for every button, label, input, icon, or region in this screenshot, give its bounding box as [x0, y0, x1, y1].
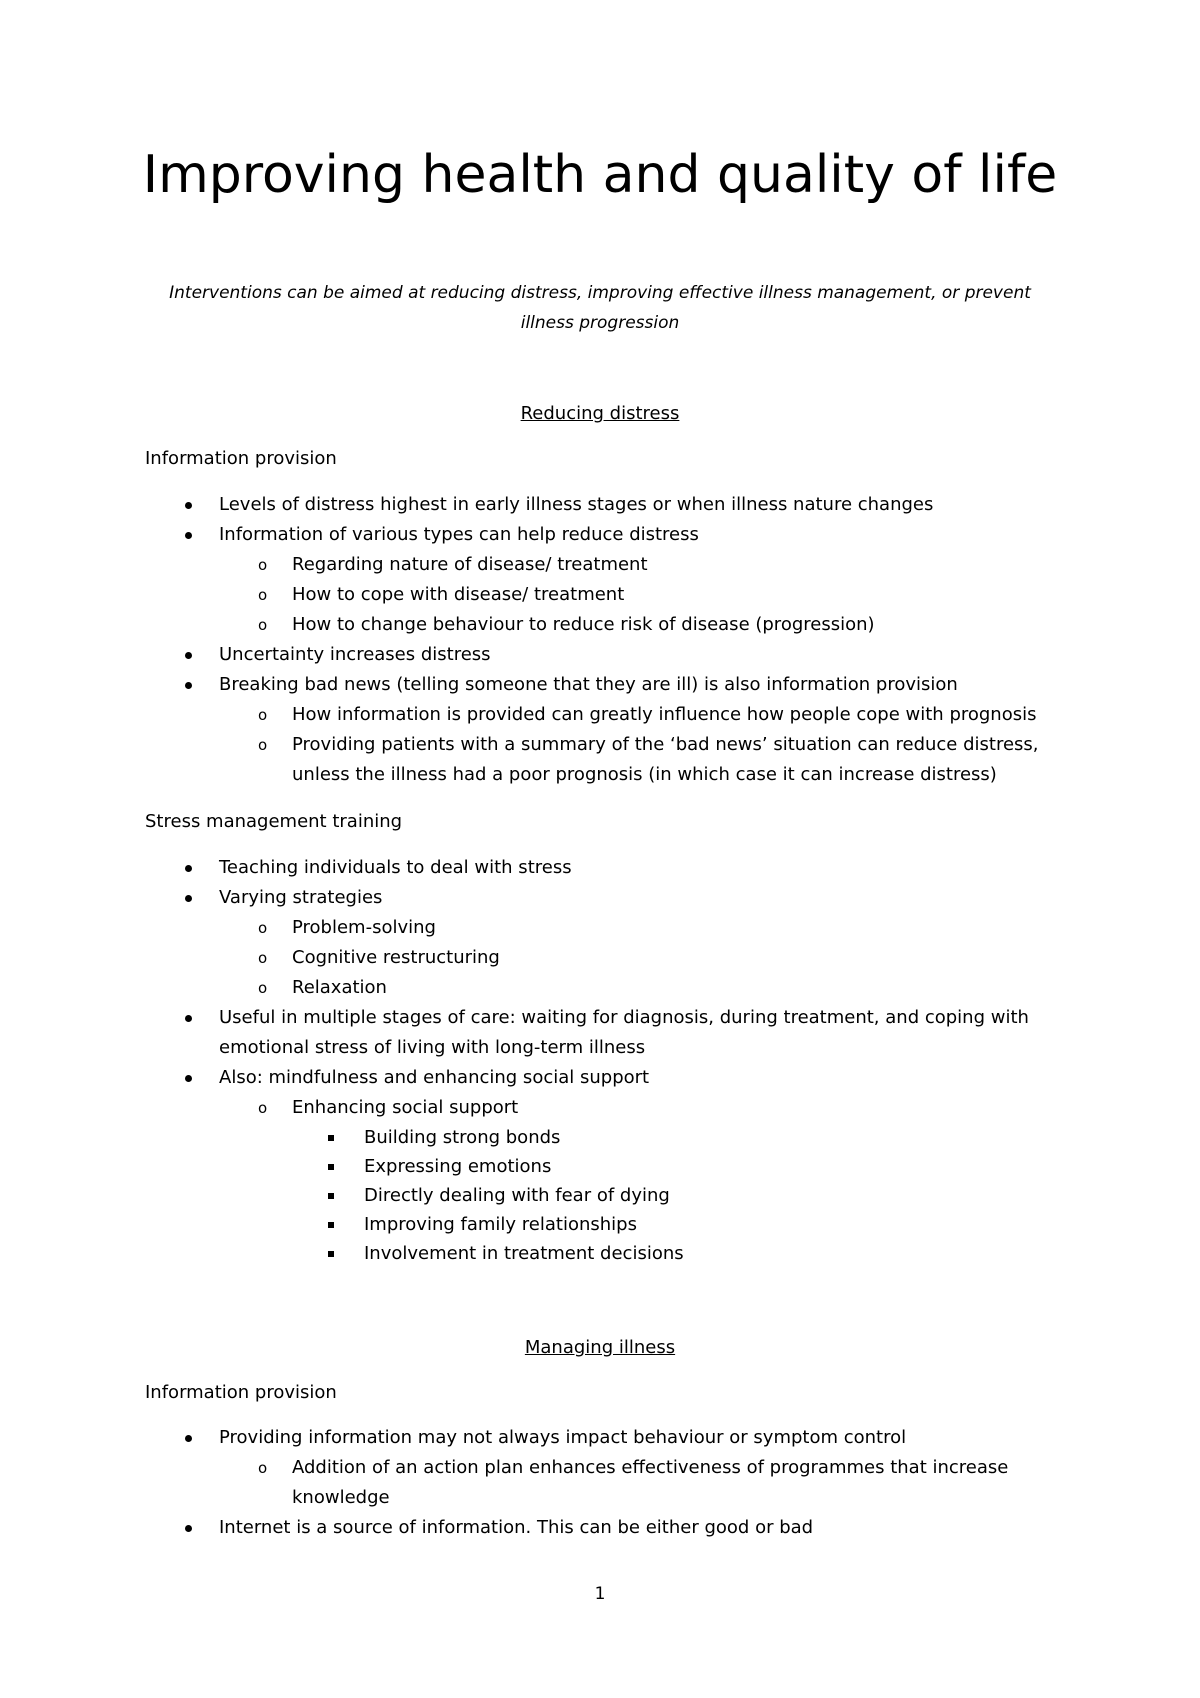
bullet-icon: [185, 490, 192, 520]
square-bullet-icon: [328, 1239, 334, 1269]
circle-bullet-icon: o: [258, 979, 268, 997]
list-item: o Problem-solving: [292, 913, 1062, 943]
list-item: Building strong bonds: [364, 1123, 1064, 1153]
list-item: Internet is a source of information. This can be either good or bad: [219, 1513, 1059, 1543]
list-item: o How information is provided can greatly influence how people cope with prognosis: [292, 700, 1062, 730]
bullet-icon: [185, 1003, 192, 1033]
page-number: 1: [594, 1584, 606, 1604]
bullet-icon: [185, 853, 192, 883]
list-item: o Cognitive restructuring: [292, 943, 1062, 973]
circle-bullet-icon: o: [258, 1099, 268, 1117]
circle-bullet-icon: o: [258, 949, 268, 967]
subheading-information-provision-2: Information provision: [145, 1382, 337, 1403]
list-item: Useful in multiple stages of care: waiting for diagnosis, during treatment, and coping with emotional stress of living with long-term illness: [219, 1003, 1059, 1063]
page-subtitle: Interventions can be aimed at reducing distress, improving effective illness management, or prevent illness progression: [169, 283, 1031, 333]
list-item: Teaching individuals to deal with stress: [219, 853, 1059, 883]
circle-bullet-icon: o: [258, 919, 268, 937]
list-item: Information of various types can help reduce distress: [219, 520, 1059, 550]
bullet-icon: [185, 883, 192, 913]
subheading-stress-management-training: Stress management training: [145, 811, 403, 832]
circle-bullet-icon: o: [258, 586, 268, 604]
circle-bullet-icon: o: [258, 616, 268, 634]
bullet-icon: [185, 1423, 192, 1453]
list-item: Directly dealing with fear of dying: [364, 1181, 1064, 1211]
bullet-icon: [185, 1513, 192, 1543]
page-title: Improving health and quality of life: [142, 145, 1058, 205]
list-item: Breaking bad news (telling someone that they are ill) is also information provision: [219, 670, 1059, 700]
bullet-icon: [185, 520, 192, 550]
list-item: o How to change behaviour to reduce risk of disease (progression): [292, 610, 1062, 640]
bullet-icon: [185, 670, 192, 700]
list-item: Varying strategies: [219, 883, 1059, 913]
square-bullet-icon: [328, 1152, 334, 1182]
bullet-icon: [185, 1063, 192, 1093]
list-item: o How to cope with disease/ treatment: [292, 580, 1062, 610]
list-item: Expressing emotions: [364, 1152, 1064, 1182]
bullet-icon: [185, 640, 192, 670]
list-item: o Regarding nature of disease/ treatment: [292, 550, 1062, 580]
list-item: Improving family relationships: [364, 1210, 1064, 1240]
list-item: o Enhancing social support: [292, 1093, 1062, 1123]
list-item: Also: mindfulness and enhancing social support: [219, 1063, 1059, 1093]
list-item: Uncertainty increases distress: [219, 640, 1059, 670]
circle-bullet-icon: o: [258, 1459, 268, 1477]
circle-bullet-icon: o: [258, 736, 268, 754]
square-bullet-icon: [328, 1123, 334, 1153]
list-item: Levels of distress highest in early illness stages or when illness nature changes: [219, 490, 1059, 520]
list-item: o Addition of an action plan enhances effectiveness of programmes that increase knowledge: [292, 1453, 1062, 1513]
circle-bullet-icon: o: [258, 706, 268, 724]
section-heading-reducing-distress: Reducing distress: [520, 403, 680, 424]
square-bullet-icon: [328, 1181, 334, 1211]
square-bullet-icon: [328, 1210, 334, 1240]
circle-bullet-icon: o: [258, 556, 268, 574]
list-item: Providing information may not always impact behaviour or symptom control: [219, 1423, 1059, 1453]
list-item: o Relaxation: [292, 973, 1062, 1003]
list-item: Involvement in treatment decisions: [364, 1239, 1064, 1269]
list-item: o Providing patients with a summary of the ‘bad news’ situation can reduce distress, unless the illness had a poor prognosis (in which case it can increase distress): [292, 730, 1062, 790]
subheading-information-provision: Information provision: [145, 448, 337, 469]
section-heading-managing-illness: Managing illness: [524, 1337, 676, 1358]
